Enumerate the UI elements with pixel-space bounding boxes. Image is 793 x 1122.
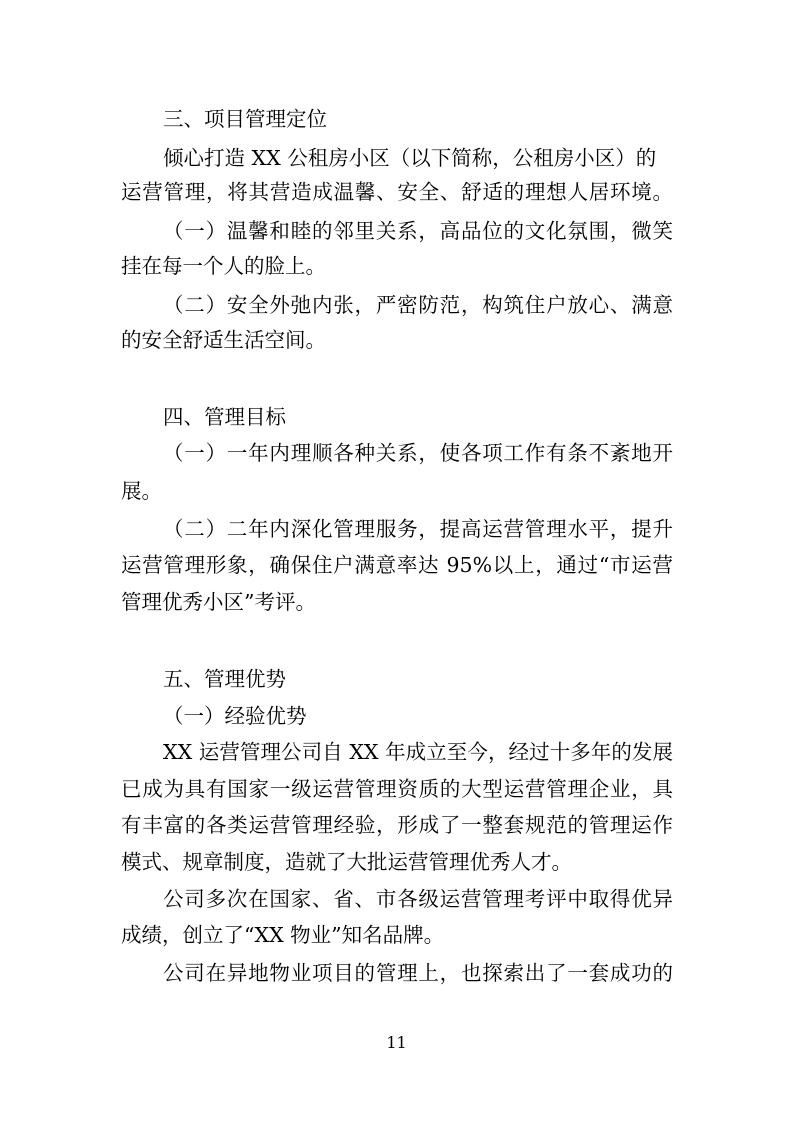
paragraph-line: 公司在异地物业项目的管理上，也探索出了一套成功的 — [163, 961, 673, 985]
page-number: 11 — [386, 1033, 407, 1052]
paragraph-line: （一）温馨和睦的邻里关系，高品位的文化氛围，微笑 — [163, 219, 673, 243]
section-heading: 四、管理目标 — [163, 405, 286, 429]
paragraph-line: 公司多次在国家、省、市各级运营管理考评中取得优异 — [163, 887, 673, 911]
paragraph-line: 倾心打造 XX 公租房小区（以下简称，公租房小区）的 — [163, 146, 657, 170]
paragraph-line: （二）二年内深化管理服务，提高运营管理水平，提升 — [163, 517, 673, 541]
paragraph-line: 展。 — [121, 479, 162, 503]
paragraph-line: 运营管理形象，确保住户满意率达 95%以上，通过“市运营 — [121, 553, 673, 577]
section-heading: 三、项目管理定位 — [163, 107, 327, 131]
paragraph-line: 有丰富的各类运营管理经验，形成了一整套规范的管理运作 — [121, 813, 673, 837]
paragraph-line: 管理优秀小区”考评。 — [121, 590, 316, 614]
section-heading: 五、管理优势 — [163, 667, 286, 691]
paragraph-line: 已成为具有国家一级运营管理资质的大型运营管理企业，具 — [121, 777, 673, 801]
paragraph-line: 运营管理，将其营造成温馨、安全、舒适的理想人居环境。 — [121, 180, 673, 204]
paragraph-line: （二）安全外弛内张，严密防范，构筑住户放心、满意 — [163, 293, 673, 317]
paragraph-line: 的安全舒适生活空间。 — [121, 328, 326, 352]
paragraph-line: 模式、规章制度，造就了大批运营管理优秀人才。 — [121, 850, 572, 874]
subsection-heading: （一）经验优势 — [163, 704, 307, 728]
paragraph-line: XX 运营管理公司自 XX 年成立至今，经过十多年的发展 — [163, 740, 673, 764]
paragraph-line: （一）一年内理顺各种关系，使各项工作有条不紊地开 — [163, 441, 673, 465]
paragraph-line: 成绩，创立了“XX 物业”知名品牌。 — [121, 923, 445, 947]
paragraph-line: 挂在每一个人的脸上。 — [121, 254, 326, 278]
